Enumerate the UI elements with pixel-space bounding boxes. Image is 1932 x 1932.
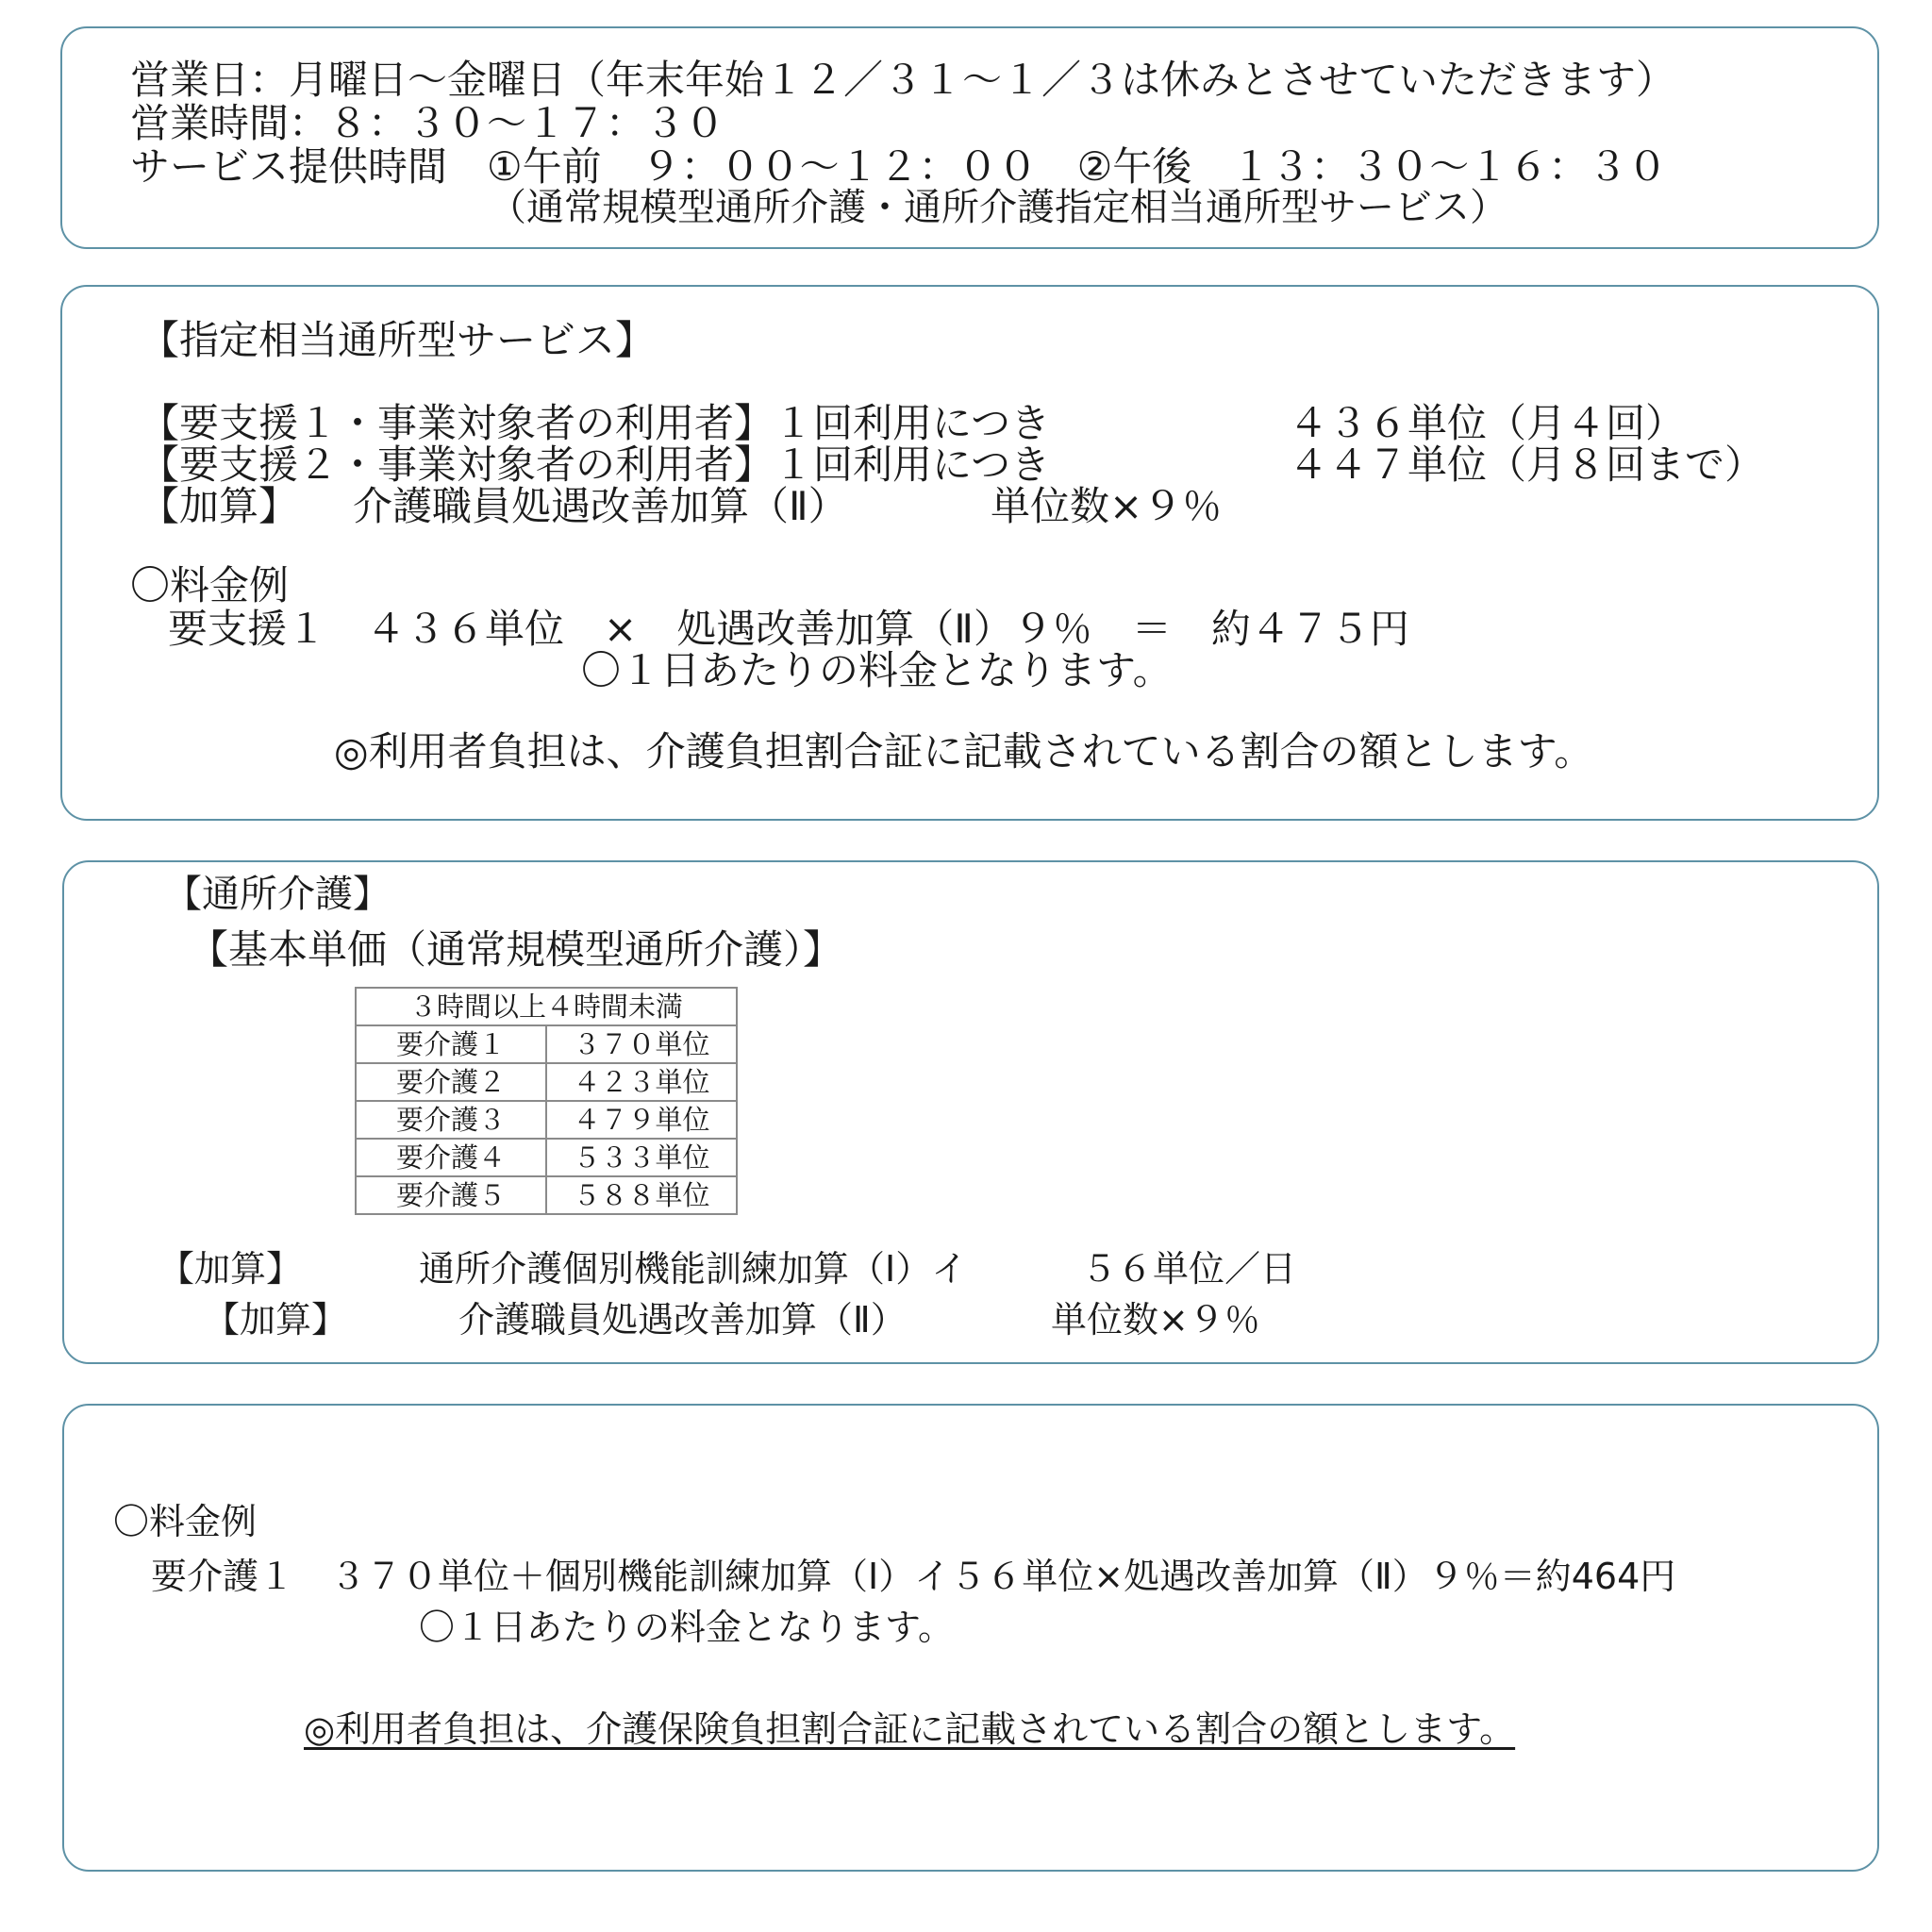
rate-table (355, 987, 738, 1215)
care-units: ４２３単位 (546, 1063, 737, 1101)
table-row (356, 1101, 737, 1139)
table-row (356, 1139, 737, 1176)
fee-example-calc: 要支援１ ４３６単位 × 処遇改善加算（Ⅱ）９％ ＝ 約４７５円 (168, 606, 1409, 652)
care-level: 要介護２ (356, 1063, 546, 1101)
day-care-title: 【通所介護】 (164, 873, 391, 916)
business-hours: 営業時間：８：３０～１７：３０ (130, 100, 725, 146)
care-level: 要介護１ (356, 1025, 546, 1063)
addition2-name: 介護職員処遇改善加算（Ⅱ） (458, 1299, 907, 1341)
care-level: 要介護３ (356, 1101, 546, 1139)
day-care-fee-example-note: 〇１日あたりの料金となります。 (419, 1607, 954, 1648)
care-units: ３７０単位 (546, 1025, 737, 1063)
day-care-fee-example-title: 〇料金例 (113, 1501, 258, 1542)
day-care-box (62, 860, 1879, 1364)
care-level: 要介護４ (356, 1139, 546, 1176)
support2-value: ４４７単位（月８回まで） (1289, 441, 1765, 488)
day-care-example-box (62, 1404, 1879, 1872)
care-level: 要介護５ (356, 1176, 546, 1214)
day-care-subtitle: 【基本単価（通常規模型通所介護）】 (189, 926, 843, 973)
rate-table-header-row (356, 988, 737, 1025)
addition1-label: 【加算】 (158, 1248, 303, 1290)
table-row (356, 1063, 737, 1101)
support1-value: ４３６単位（月４回） (1289, 400, 1686, 446)
business-days: 営業日：月曜日～金曜日（年末年始１２／３１～１／３は休みとさせていただきます） (130, 57, 1676, 103)
addition2-label: 【加算】 (204, 1299, 348, 1341)
care-units: ５８８単位 (546, 1176, 737, 1214)
addition1-name: 通所介護個別機能訓練加算（Ⅰ）イ (419, 1248, 968, 1290)
designated-title: 【指定相当通所型サービス】 (140, 317, 656, 363)
day-care-burden-note: ◎利用者負担は、介護保険負担割合証に記載されている割合の額とします。 (304, 1708, 1516, 1750)
fee-example-title: 〇料金例 (130, 562, 290, 608)
rate-table-header: ３時間以上４時間未満 (356, 988, 737, 1025)
service-hours-note: （通常規模型通所介護・通所介護指定相当通所型サービス） (489, 186, 1507, 229)
addition1-value: ５６単位／日 (1081, 1248, 1297, 1290)
care-units: ５３３単位 (546, 1139, 737, 1176)
addition-value: 単位数×９％ (991, 483, 1223, 529)
business-hours-box (60, 26, 1879, 249)
table-row (356, 1176, 737, 1214)
addition-name: 介護職員処遇改善加算（Ⅱ） (353, 483, 848, 529)
addition-label: 【加算】 (140, 483, 299, 529)
day-care-fee-example-calc: 要介護１ ３７０単位＋個別機能訓練加算（Ⅰ）イ５６単位×処遇改善加算（Ⅱ）９％＝約464円 (151, 1556, 1676, 1597)
care-units: ４７９単位 (546, 1101, 737, 1139)
service-hours: サービス提供時間 ①午前 ９：００～１２：００ ②午後 １３：３０～１６：３０ (130, 143, 1668, 190)
table-row (356, 1025, 737, 1063)
support2-label: 【要支援２・事業対象者の利用者】１回利用につき (140, 441, 1051, 488)
support1-label: 【要支援１・事業対象者の利用者】１回利用につき (140, 400, 1051, 446)
fee-example-note: 〇１日あたりの料金となります。 (581, 647, 1173, 693)
designated-service-box (60, 285, 1879, 821)
burden-note: ◎利用者負担は、介護負担割合証に記載されている割合の額とします。 (334, 728, 1594, 774)
addition2-value: 単位数×９％ (1051, 1299, 1260, 1341)
